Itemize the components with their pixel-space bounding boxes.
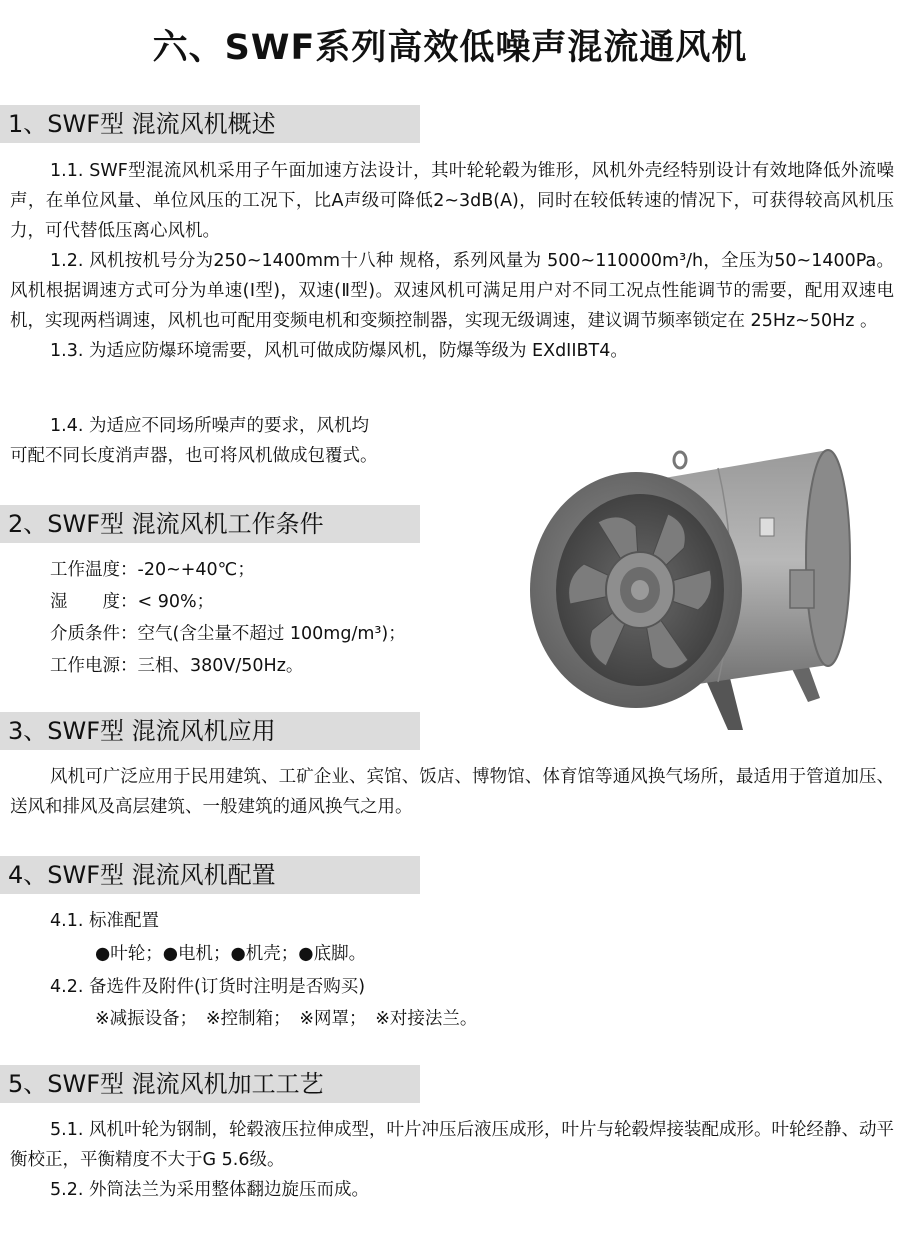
paragraph-5-1: 5.1. 风机叶轮为钢制，轮毂液压拉伸成型，叶片冲压后液压成形，叶片与轮毂焊接装配成形。叶轮经静、动平衡校正，平衡精度不大于G 5.6级。 <box>10 1120 894 1170</box>
paragraph-5-2: 5.2. 外筒法兰为采用整体翻边旋压而成。 <box>50 1180 369 1200</box>
section-header-overview: 1、SWF型 混流风机概述 <box>0 105 420 143</box>
section-overview-body <box>10 156 894 366</box>
paragraph-1-3: 1.3. 为适应防爆环境需要，风机可做成防爆风机，防爆等级为 EXdIIBT4。 <box>50 341 628 361</box>
condition-power: 工作电源：三相、380V/50Hz。 <box>50 656 304 676</box>
config-optional-items: ※减振设备； ※控制箱； ※网罩； ※对接法兰。 <box>95 1009 478 1029</box>
paragraph-1-4-cont: 可配不同长度消声器，也可将风机做成包覆式。 <box>10 446 378 466</box>
config-optional-title: 4.2. 备选件及附件(订货时注明是否购买) <box>50 977 366 997</box>
section-header-application: 3、SWF型 混流风机应用 <box>0 712 420 750</box>
config-standard-items: ●叶轮；●电机；●机壳；●底脚。 <box>95 944 367 964</box>
paragraph-1-2: 1.2. 风机按机号分为250~1400mm十八种 规格，系列风量为 500~110000m³/h，全压为50~1400Pa。风机根据调速方式可分为单速(Ⅰ型)，双速(Ⅱ型)。双速风机可满足用户对不同工况点性能调节的需要，配用双速电机，实现两档调速，风机也可配用变频电机和变频控制器，实现无级调速，建议调节频率锁定在 25Hz~50Hz 。 <box>10 251 894 331</box>
section-header-process: 5、SWF型 混流风机加工工艺 <box>0 1065 420 1103</box>
condition-temperature: 工作温度：-20~+40℃； <box>50 560 255 580</box>
fan-product-image <box>528 430 900 730</box>
section-process-body <box>10 1115 894 1205</box>
section-header-configuration: 4、SWF型 混流风机配置 <box>0 856 420 894</box>
section-header-conditions: 2、SWF型 混流风机工作条件 <box>0 505 420 543</box>
config-standard-title: 4.1. 标准配置 <box>50 911 159 931</box>
paragraph-application: 风机可广泛应用于民用建筑、工矿企业、宾馆、饭店、博物馆、体育馆等通风换气场所，最适用于管道加压、送风和排风及高层建筑、一般建筑的通风换气之用。 <box>10 767 894 817</box>
condition-humidity: 湿 度：< 90%； <box>50 592 215 612</box>
condition-medium: 介质条件：空气(含尘量不超过 100mg/m³)； <box>50 624 406 644</box>
paragraph-1-4: 1.4. 为适应不同场所噪声的要求，风机均 <box>50 416 369 436</box>
page-title: 六、SWF系列高效低噪声混流通风机 <box>152 28 748 68</box>
paragraph-1-1: 1.1. SWF型混流风机采用子午面加速方法设计，其叶轮轮毂为锥形，风机外壳经特别设计有效地降低外流噪声，在单位风量、单位风压的工况下，比A声级可降低2~3dB(A)，同时在较低转速的情况下，可获得较高风机压力，可代替低压离心风机。 <box>10 161 894 241</box>
section-application-body <box>10 762 894 822</box>
